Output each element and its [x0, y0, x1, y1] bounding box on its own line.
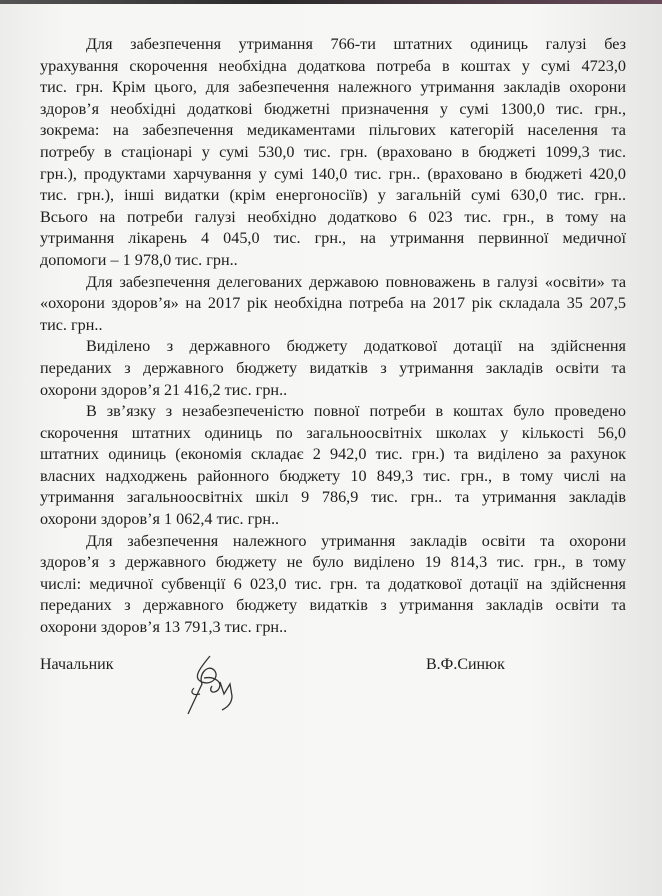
text-line: зокрема: на забезпечення медикаментами пільгових категорій населення та — [40, 121, 626, 140]
document-body — [40, 34, 626, 639]
text-line: утримання лікарень 4 045,0 тис. грн., на утримання первинної медичної — [40, 229, 626, 248]
text-line: утримання загальноосвітніх шкіл 9 786,9 тис. грн.. та утримання закладів — [40, 488, 626, 507]
paragraph — [40, 272, 626, 337]
text-line: Виділено з державного бюджету додаткової дотації на здійснення — [86, 337, 626, 356]
paragraph — [40, 336, 626, 401]
text-line: власних надходжень районного бюджету 10 849,3 тис. грн., в тому числі на — [40, 466, 626, 485]
scan-top-edge — [0, 0, 662, 4]
text-line: переданих з державного бюджету видатків з утримання закладів освіти та — [40, 596, 626, 615]
text-line: допомоги – 1 978,0 тис. грн.. — [40, 250, 238, 269]
text-line: В зв’язку з незабезпеченістю повної потреби в коштах було проведено — [86, 402, 626, 421]
handwritten-signature — [180, 648, 250, 718]
text-line: охорони здоров’я 21 416,2 тис. грн.. — [40, 380, 288, 399]
text-line: тис. грн.), інші видатки (крім енергоносіїв) у загальній сумі 630,0 тис. грн.. — [40, 186, 626, 205]
signatory-role: Начальник — [40, 656, 114, 673]
text-line: Для забезпечення належного утримання закладів освіти та охорони — [86, 531, 626, 550]
text-line: переданих з державного бюджету видатків з утримання закладів освіти та — [40, 358, 626, 377]
text-line: тис. грн. Крім цього, для забезпечення належного утримання закладів охорони — [40, 78, 626, 97]
text-line: здоров’я необхідні додаткові бюджетні призначення у сумі 1300,0 тис. грн., — [40, 99, 626, 118]
paragraph — [40, 401, 626, 531]
text-line: охорони здоров’я 1 062,4 тис. грн.. — [40, 510, 280, 529]
paragraph — [40, 531, 626, 639]
text-line: Для забезпечення утримання 766-ти штатних одиниць галузі без — [86, 35, 626, 53]
text-line: числі: медичної субвенції 6 023,0 тис. грн. та додаткової дотації на здійснення — [40, 574, 626, 593]
text-line: тис. грн.. — [40, 315, 103, 334]
text-line: Для забезпечення делегованих державою повноважень в галузі «освіти» та — [86, 272, 626, 291]
text-line: урахування скорочення необхідна додаткова потреба в коштах у сумі 4723,0 — [40, 56, 626, 75]
text-line: «охорони здоров’я» на 2017 рік необхідна потреба на 2017 рік складала 35 207,5 — [40, 294, 626, 313]
signatory-name: В.Ф.Синюк — [426, 656, 505, 673]
text-line: штатних одиниць (економія складає 2 942,0 тис. грн.) та виділено за рахунок — [40, 445, 626, 464]
text-line: Всього на потреби галузі необхідно додатково 6 023 тис. грн., в тому на — [40, 207, 626, 226]
text-line: скорочення штатних одиниць по загальноосвітніх школах у кількості 56,0 — [40, 423, 626, 442]
text-line: потребу в стаціонарі у сумі 530,0 тис. грн. (враховано в бюджеті 1099,3 тис. — [40, 142, 626, 161]
text-line: здоров’я з державного бюджету не було виділено 19 814,3 тис. грн., в тому — [40, 553, 626, 572]
text-line: охорони здоров’я 13 791,3 тис. грн.. — [40, 618, 288, 637]
text-line: грн.), продуктами харчування у сумі 140,0 тис. грн.. (враховано в бюджеті 420,0 — [40, 164, 626, 183]
paragraph — [40, 34, 626, 272]
